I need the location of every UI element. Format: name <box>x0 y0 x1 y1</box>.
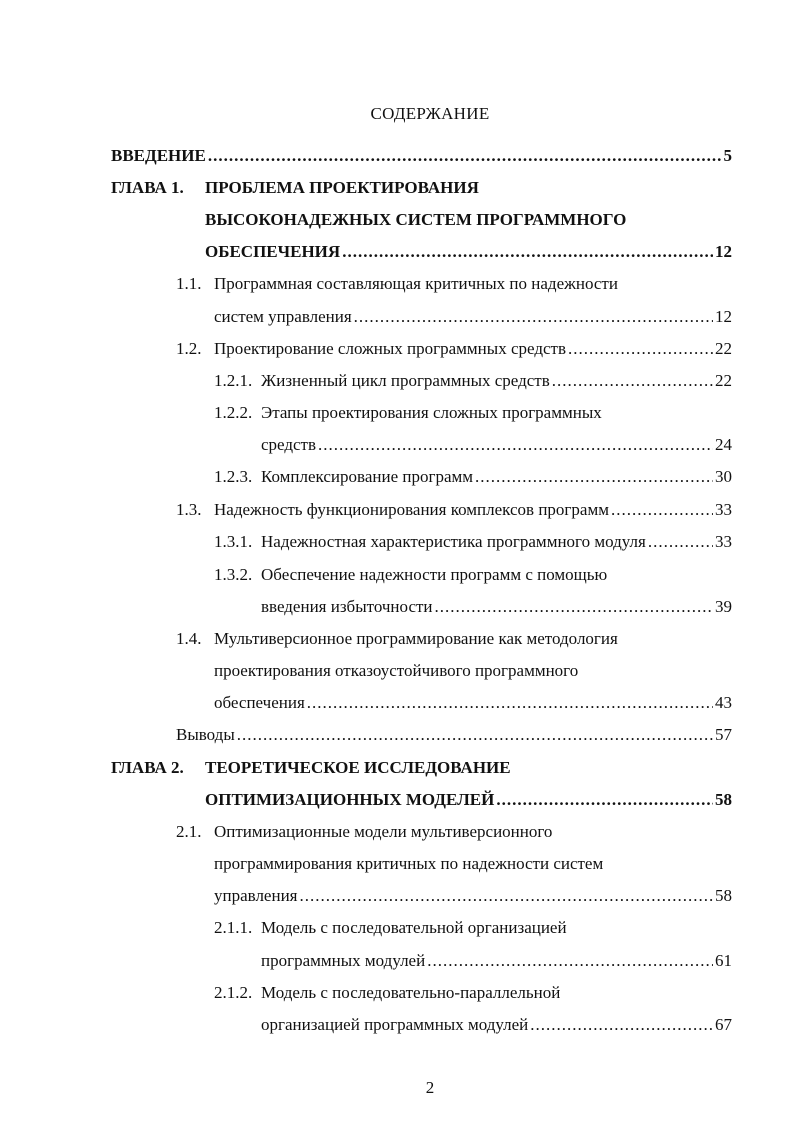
toc-chapter-title-line[interactable]: ВЫСОКОНАДЕЖНЫХ СИСТЕМ ПРОГРАММНОГО <box>205 210 627 229</box>
toc-entry-text: Комплексирование программ <box>261 467 474 486</box>
toc-entry-1-4[interactable] <box>214 691 732 715</box>
toc-section-number: 1.2. <box>176 339 202 358</box>
toc-page-number: 39 <box>715 597 732 616</box>
toc-entry-1-2-1[interactable] <box>261 369 732 393</box>
toc-entry-1-2-3[interactable] <box>261 465 732 489</box>
toc-dot-leader <box>530 1013 713 1037</box>
toc-section-title-line[interactable]: Оптимизационные модели мультиверсионного <box>214 822 553 841</box>
toc-dot-leader <box>427 949 713 973</box>
toc-entry-chapter-2[interactable] <box>205 788 732 812</box>
toc-subsection-number: 2.1.2. <box>214 983 253 1002</box>
toc-dot-leader <box>354 305 713 329</box>
toc-dot-leader <box>475 465 713 489</box>
toc-entry-chapter-1[interactable] <box>205 240 732 264</box>
toc-section-title-line[interactable]: проектирования отказоустойчивого программного <box>214 661 579 680</box>
toc-page-number: 58 <box>715 790 732 809</box>
toc-entry-text: Выводы <box>176 725 235 744</box>
toc-subsection-title-line[interactable]: Этапы проектирования сложных программных <box>261 403 602 422</box>
toc-section-number: 1.1. <box>176 274 202 293</box>
toc-page-number: 22 <box>715 371 732 390</box>
toc-dot-leader <box>342 240 713 264</box>
toc-entry-1-2-2[interactable] <box>261 433 732 457</box>
toc-section-number: 1.3. <box>176 500 202 519</box>
toc-dot-leader <box>237 723 713 747</box>
toc-chapter-label: ГЛАВА 1. <box>111 178 184 197</box>
toc-page-number: 33 <box>715 532 732 551</box>
toc-page-number: 30 <box>715 467 732 486</box>
toc-entry-text: обеспечения <box>214 693 305 712</box>
toc-dot-leader <box>568 337 713 361</box>
toc-page-number: 57 <box>715 725 732 744</box>
toc-subsection-title-line[interactable]: Модель с последовательной организацией <box>261 918 567 937</box>
toc-entry-2-1-2[interactable] <box>261 1013 732 1037</box>
toc-subsection-number: 1.2.1. <box>214 371 253 390</box>
toc-section-title-line[interactable]: Мультиверсионное программирование как методология <box>214 629 618 648</box>
toc-page-number: 58 <box>715 886 732 905</box>
toc-entry-text: ВВЕДЕНИЕ <box>111 146 206 165</box>
toc-chapter-label: ГЛАВА 2. <box>111 758 184 777</box>
toc-chapter-title-line[interactable]: ПРОБЛЕМА ПРОЕКТИРОВАНИЯ <box>205 178 479 197</box>
toc-dot-leader <box>307 691 713 715</box>
toc-dot-leader <box>435 595 713 619</box>
toc-section-number: 2.1. <box>176 822 202 841</box>
toc-page-number: 22 <box>715 339 732 358</box>
toc-subsection-number: 1.3.1. <box>214 532 253 551</box>
toc-subsection-number: 1.2.2. <box>214 403 253 422</box>
toc-entry-text: ОПТИМИЗАЦИОННЫХ МОДЕЛЕЙ <box>205 790 495 809</box>
toc-page-number: 43 <box>715 693 732 712</box>
toc-dot-leader <box>648 530 713 554</box>
toc-entry-text: управления <box>214 886 298 905</box>
toc-entry-2-1-1[interactable] <box>261 949 732 973</box>
toc-page-number: 5 <box>723 146 732 165</box>
toc-entry-text: Жизненный цикл программных средств <box>261 371 550 390</box>
toc-dot-leader <box>300 884 714 908</box>
toc-subsection-title-line[interactable]: Обеспечение надежности программ с помощью <box>261 565 608 584</box>
toc-subsection-number: 2.1.1. <box>214 918 253 937</box>
toc-entry-text: введения избыточности <box>261 597 433 616</box>
toc-chapter-title-line[interactable]: ТЕОРЕТИЧЕСКОЕ ИССЛЕДОВАНИЕ <box>205 758 511 777</box>
toc-entry-1-3[interactable] <box>214 498 732 522</box>
toc-subsection-number: 1.3.2. <box>214 565 253 584</box>
toc-entry-text: программных модулей <box>261 951 426 970</box>
page-title: СОДЕРЖАНИЕ <box>370 104 490 123</box>
toc-entry-text: средств <box>261 435 317 454</box>
toc-subsection-title-line[interactable]: Модель с последовательно-параллельной <box>261 983 561 1002</box>
toc-dot-leader <box>496 788 713 812</box>
toc-entry-1-2[interactable] <box>214 337 732 361</box>
toc-entry-intro[interactable] <box>111 144 732 168</box>
toc-page-number: 12 <box>715 307 732 326</box>
toc-page-number: 12 <box>715 242 732 261</box>
toc-dot-leader <box>318 433 713 457</box>
toc-entry-1-3-2[interactable] <box>261 595 732 619</box>
toc-page-number: 61 <box>715 951 732 970</box>
toc-dot-leader <box>208 144 722 168</box>
toc-entry-text: Проектирование сложных программных средств <box>214 339 566 358</box>
toc-section-number: 1.4. <box>176 629 202 648</box>
toc-page-number: 33 <box>715 500 732 519</box>
toc-entry-text: организацией программных модулей <box>261 1015 529 1034</box>
toc-page-number: 67 <box>715 1015 732 1034</box>
page-number: 2 <box>425 1078 435 1097</box>
toc-entry-text: систем управления <box>214 307 352 326</box>
toc-entry-2-1[interactable] <box>214 884 732 908</box>
toc-dot-leader <box>552 369 713 393</box>
toc-section-title-line[interactable]: Программная составляющая критичных по надежности <box>214 274 618 293</box>
toc-entry-text: Надежностная характеристика программного модуля <box>261 532 646 551</box>
toc-entry-1-3-1[interactable] <box>261 530 732 554</box>
toc-entry-text: Надежность функционирования комплексов программ <box>214 500 609 519</box>
toc-page-number: 24 <box>715 435 732 454</box>
toc-subsection-number: 1.2.3. <box>214 467 253 486</box>
toc-entry-1-1[interactable] <box>214 305 732 329</box>
toc-dot-leader <box>611 498 713 522</box>
toc-entry-text: ОБЕСПЕЧЕНИЯ <box>205 242 341 261</box>
toc-section-title-line[interactable]: программирования критичных по надежности систем <box>214 854 604 873</box>
toc-entry-conclusions[interactable] <box>176 723 732 747</box>
